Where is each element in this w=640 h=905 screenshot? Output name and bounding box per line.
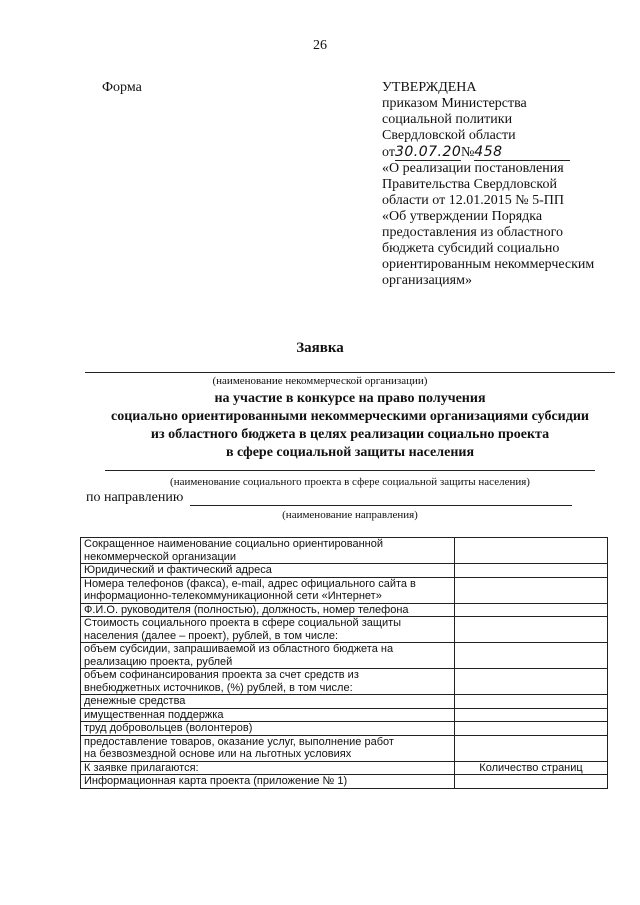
- row-label-line: Сокращенное наименование социально ориентированной: [84, 538, 383, 550]
- document-title: Заявка: [296, 340, 344, 356]
- value-cell: [455, 617, 608, 643]
- table-row: [81, 708, 608, 722]
- row-label-line: Ф.И.О. руководителя (полностью), должность, номер телефона: [84, 603, 409, 616]
- table-row: [81, 617, 608, 643]
- reference-line: «О реализации постановления: [382, 161, 564, 176]
- row-label-line: населения (далее – проект), рублей, в том числе:: [84, 629, 339, 642]
- table-row: [81, 695, 608, 709]
- org-name-line: [85, 372, 615, 373]
- reference-line: «Об утверждении Порядка: [382, 209, 543, 224]
- table-row: [81, 775, 608, 789]
- row-label-line: Номера телефонов (факса), e-mail, адрес официального сайта в: [84, 577, 416, 590]
- row-label-line: предоставление товаров, оказание услуг, выполнение работ: [84, 735, 394, 748]
- reference-line: предоставления из областного: [382, 225, 563, 240]
- approval-block: [382, 80, 627, 289]
- value-cell: [455, 564, 608, 578]
- row-label-line: информационно-телекоммуникационной сети «Интернет»: [84, 590, 382, 602]
- table-row: [81, 643, 608, 669]
- subtitle-line: из областного бюджета в целях реализации социально проекта: [150, 427, 550, 442]
- org-name-caption: (наименование некоммерческой организации): [212, 375, 428, 387]
- approval-line: приказом Министерства: [382, 96, 527, 111]
- reference-line: ориентированным некоммерческим: [382, 257, 595, 272]
- row-label: [81, 669, 455, 695]
- row-label-line: Юридический и фактический адреса: [84, 564, 272, 576]
- project-name-line: [105, 470, 595, 471]
- row-label-line: реализацию проекта, рублей: [84, 655, 233, 668]
- value-cell: [455, 695, 608, 709]
- row-label-line: объем софинансирования проекта за счет средств из: [84, 669, 359, 681]
- subtitle-line: на участие в конкурсе на право получения: [214, 391, 486, 406]
- row-label: [81, 577, 455, 603]
- table-header-row: [81, 761, 608, 775]
- row-label-line: имущественная поддержка: [84, 708, 224, 721]
- number-prefix: №: [460, 145, 475, 160]
- row-label-line: объем субсидии, запрашиваемой из областного бюджета на: [84, 643, 394, 655]
- pages-count-cell: [455, 775, 608, 789]
- reference-line: организациям»: [382, 273, 472, 288]
- row-label-line: труд добровольцев (волонтеров): [84, 722, 253, 734]
- direction-line: [190, 505, 572, 506]
- row-label: [81, 538, 455, 564]
- table-row: [81, 564, 608, 578]
- row-label-line: на безвозмездной основе или на льготных условиях: [84, 748, 352, 760]
- subtitle-line: социально ориентированными некоммерческими организациями субсидии: [111, 409, 589, 424]
- reference-line: Правительства Свердловской: [382, 177, 557, 192]
- direction-label: по направлению: [86, 490, 184, 505]
- table-row: [81, 603, 608, 617]
- row-label: [81, 617, 455, 643]
- row-label-line: Стоимость социального проекта в сфере социальной защиты: [84, 617, 402, 629]
- direction-caption: (наименование направления): [282, 509, 418, 521]
- value-cell: [455, 538, 608, 564]
- page-number: 26: [313, 38, 327, 53]
- handwritten-date: 30.07.20: [394, 144, 462, 160]
- row-label-line: внебюджетных источников, (%) рублей, в том числе:: [84, 681, 353, 694]
- attachments-label: К заявке прилагаются:: [81, 761, 455, 775]
- row-label: [81, 695, 455, 709]
- row-label: [81, 603, 455, 617]
- value-cell: [455, 643, 608, 669]
- row-label: [81, 735, 455, 761]
- approval-title: УТВЕРЖДЕНА: [382, 80, 477, 95]
- table-row: [81, 669, 608, 695]
- value-cell: [455, 722, 608, 736]
- form-label: Форма: [102, 80, 142, 95]
- value-cell: [455, 577, 608, 603]
- handwritten-number: 458: [474, 144, 570, 161]
- subtitle: [80, 390, 620, 462]
- row-label-line: денежные средства: [84, 695, 186, 707]
- row-label: [81, 708, 455, 722]
- subtitle-line: в сфере социальной защиты населения: [225, 445, 475, 460]
- table-row: [81, 722, 608, 736]
- row-label: [81, 722, 455, 736]
- reference-line: области от 12.01.2015 № 5-ПП: [382, 193, 564, 208]
- date-prefix: от: [382, 145, 395, 160]
- application-table: [80, 537, 608, 789]
- row-label: [81, 643, 455, 669]
- approval-line: социальной политики: [382, 112, 513, 127]
- value-cell: [455, 735, 608, 761]
- value-cell: [455, 669, 608, 695]
- reference-line: бюджета субсидий социально: [382, 241, 560, 256]
- row-label: [81, 564, 455, 578]
- approval-date-line: [382, 144, 627, 161]
- attachment-label: Информационная карта проекта (приложение № 1): [81, 775, 455, 789]
- table-row: [81, 577, 608, 603]
- pages-count-header: Количество страниц: [455, 761, 608, 775]
- value-cell: [455, 708, 608, 722]
- approval-line: Свердловской области: [382, 128, 516, 143]
- table-row: [81, 538, 608, 564]
- project-name-caption: (наименование социального проекта в сфере социальной защиты населения): [170, 476, 530, 488]
- row-label-line: некоммерческой организации: [84, 550, 237, 563]
- value-cell: [455, 603, 608, 617]
- table-row: [81, 735, 608, 761]
